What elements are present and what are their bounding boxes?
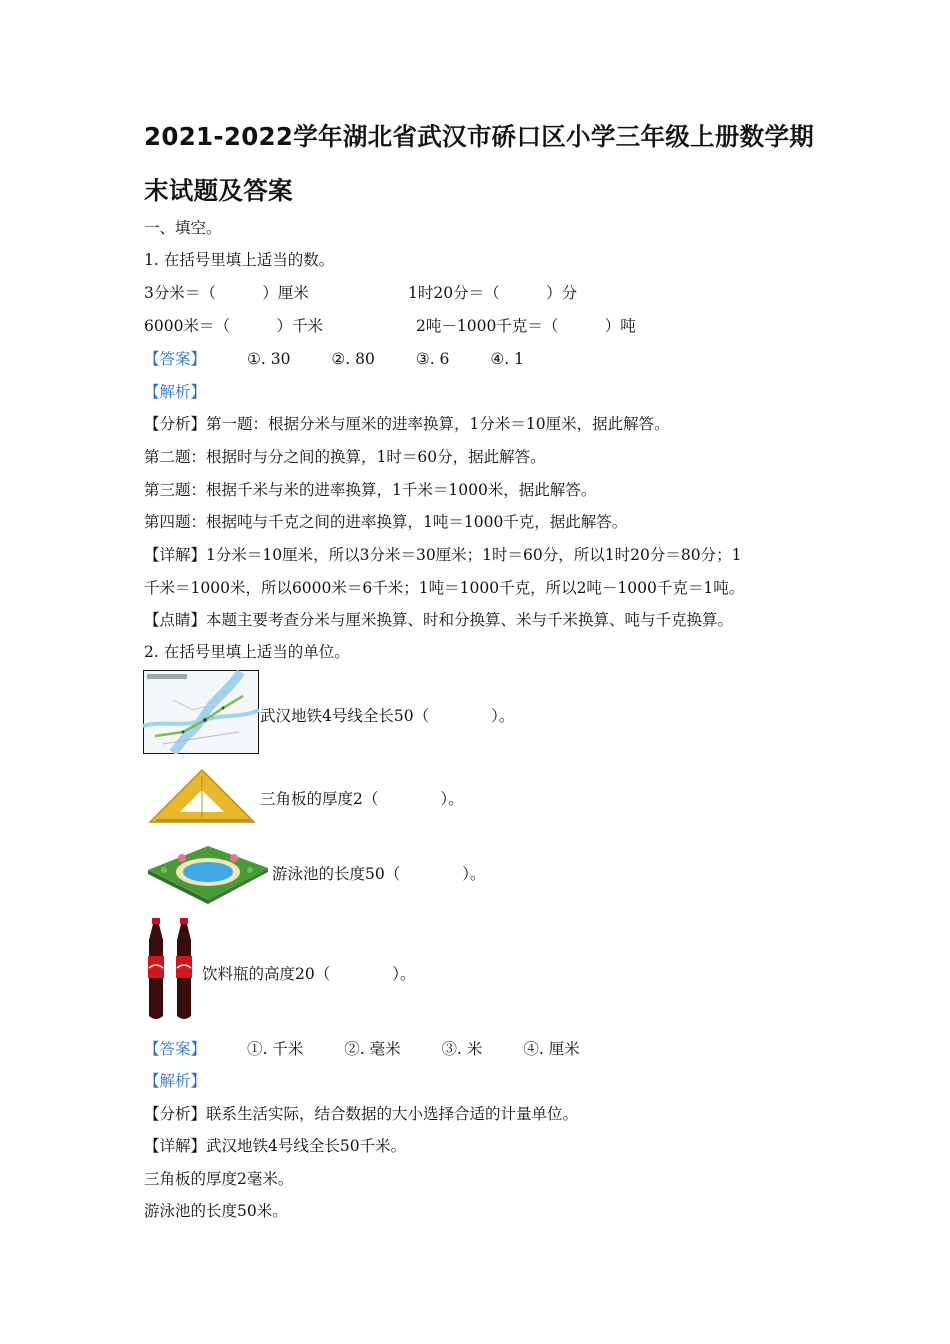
question-1-detail xyxy=(144,543,741,565)
answer-tag: 【答案】 xyxy=(144,1040,207,1058)
answer-item: ④. 厘米 xyxy=(523,1040,580,1058)
section-heading: 一、填空。 xyxy=(144,219,222,237)
question-1-detail-cont: 千米＝1000米，所以6000米＝6千米；1吨＝1000千克，所以2吨－1000千克＝1吨。 xyxy=(144,579,745,597)
question-1-step-2: 第二题：根据时与分之间的换算，1时＝60分，据此解答。 xyxy=(144,448,546,466)
dianjing-tag: 【点睛】 xyxy=(144,611,207,629)
dianjing-text: 本题主要考查分米与厘米换算、时和分换算、米与千米换算、吨与千克换算。 xyxy=(206,611,734,629)
answer-item: ②. 毫米 xyxy=(344,1040,401,1058)
question-1-answer xyxy=(144,347,524,369)
document-title: 2021-2022学年湖北省武汉市硚口区小学三年级上册数学期末试题及答案 xyxy=(144,122,815,205)
triangle-ruler-image xyxy=(146,766,258,826)
question-2-item-4: 饮料瓶的高度20（ ）。 xyxy=(202,965,416,983)
answer-item: ①. 千米 xyxy=(246,1040,304,1058)
question-1-stem: 1. 在括号里填上适当的数。 xyxy=(144,251,335,269)
swimming-pool-image xyxy=(146,834,270,904)
question-1-blank-4: 2吨－1000千克＝（ ）吨 xyxy=(416,317,636,335)
fenxi-text: 联系生活实际，结合数据的大小选择合适的计量单位。 xyxy=(206,1105,579,1123)
detail-tag: 【详解】 xyxy=(144,1137,207,1155)
analysis-tag: 【解析】 xyxy=(144,383,207,401)
question-2-detail-3: 游泳池的长度50米。 xyxy=(144,1202,288,1220)
question-1-blank-3: 6000米＝（ ）千米 xyxy=(144,317,323,335)
question-2-fenxi xyxy=(144,1102,578,1124)
answer-item: ③. 6 xyxy=(415,350,450,368)
question-2-detail-2: 三角板的厚度2毫米。 xyxy=(144,1170,294,1188)
question-1-blank-1: 3分米＝（ ）厘米 xyxy=(144,284,309,302)
answer-item: ①. 30 xyxy=(246,350,291,368)
answer-tag: 【答案】 xyxy=(144,350,207,368)
question-2-detail xyxy=(144,1134,406,1156)
fenxi-text: 第一题：根据分米与厘米的进率换算，1分米＝10厘米，据此解答。 xyxy=(206,415,670,433)
answer-item: ④. 1 xyxy=(490,350,524,368)
question-1-step-4: 第四题：根据吨与千克之间的进率换算，1吨＝1000千克，据此解答。 xyxy=(144,513,628,531)
question-2-item-2: 三角板的厚度2（ ）。 xyxy=(260,790,464,808)
cola-bottles-image xyxy=(143,916,201,1024)
detail-text: 1分米＝10厘米，所以3分米＝30厘米；1时＝60分，所以1时20分＝80分；1 xyxy=(206,546,742,564)
detail-tag: 【详解】 xyxy=(144,546,207,564)
answer-item: ③. 米 xyxy=(441,1040,483,1058)
question-2-item-1: 武汉地铁4号线全长50（ ）。 xyxy=(260,707,515,725)
question-1-blank-2: 1时20分＝（ ）分 xyxy=(408,284,578,302)
question-1-dianjing xyxy=(144,608,733,630)
question-1-fenxi xyxy=(144,412,670,434)
detail-text: 武汉地铁4号线全长50千米。 xyxy=(206,1137,407,1155)
analysis-tag: 【解析】 xyxy=(144,1072,207,1090)
question-2-answer xyxy=(144,1037,580,1059)
fenxi-tag: 【分析】 xyxy=(144,1105,207,1123)
question-2-stem: 2. 在括号里填上适当的单位。 xyxy=(144,643,350,661)
subway-map-image xyxy=(143,670,259,754)
question-1-step-3: 第三题：根据千米与米的进率换算，1千米＝1000米，据此解答。 xyxy=(144,481,597,499)
answer-item: ②. 80 xyxy=(331,350,375,368)
question-2-item-3: 游泳池的长度50（ ）。 xyxy=(272,865,486,883)
fenxi-tag: 【分析】 xyxy=(144,415,207,433)
